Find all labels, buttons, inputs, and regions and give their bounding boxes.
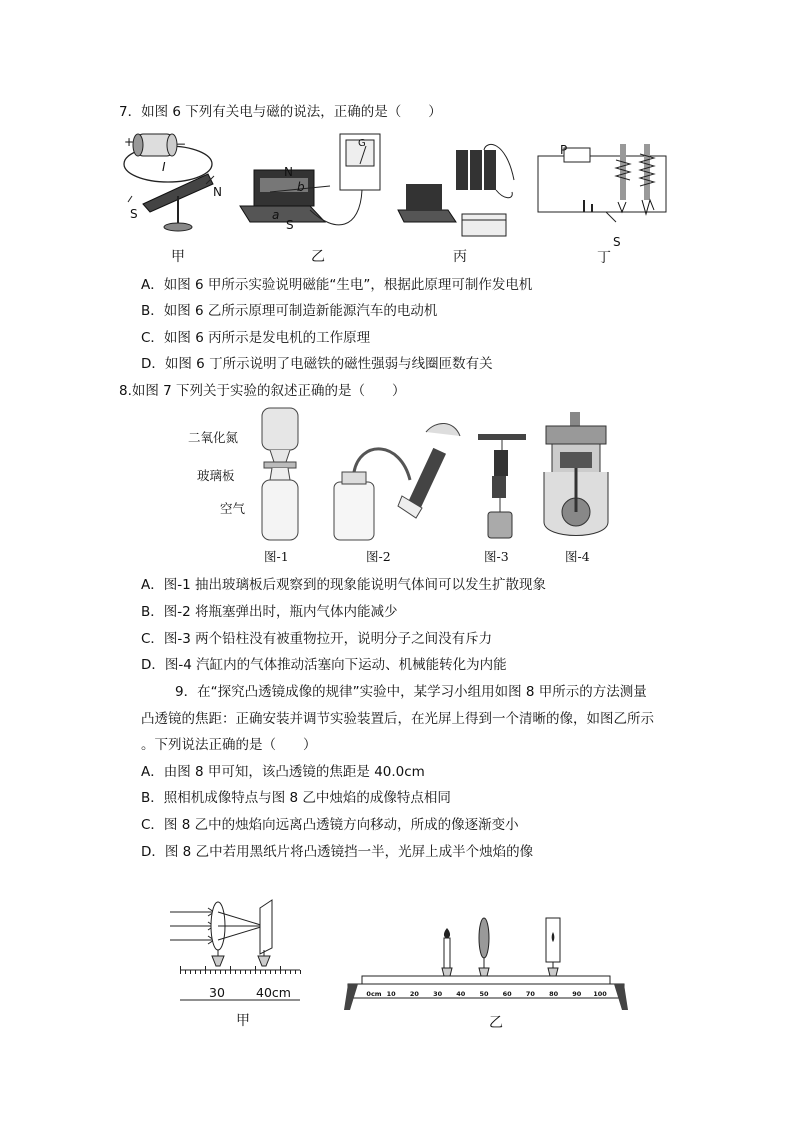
fig6-yi-south: S: [286, 218, 294, 232]
ruler-tick: [245, 970, 246, 974]
bench-scale-label: 100: [593, 990, 607, 998]
ruler-tick: [240, 970, 241, 974]
fig6-yi-b: b: [297, 180, 305, 194]
ruler-tick: [210, 970, 211, 974]
fig7-3-caption: 图-3: [484, 549, 509, 564]
fig8-yi-caption: 乙: [489, 1015, 503, 1031]
fig6-jia-current-label: I: [162, 160, 166, 174]
bench-scale-label: 70: [525, 990, 535, 998]
ruler-tick: [185, 970, 186, 974]
fig7-4-illustration: [540, 412, 612, 544]
fig6-yi-galvanometer-g: G: [358, 138, 366, 149]
ruler-tick: [190, 970, 191, 974]
bench-scale-label: 80: [549, 990, 559, 998]
fig6-jia-plus: +: [124, 135, 135, 149]
ruler-tick: [260, 970, 261, 974]
ruler-tick: [285, 970, 286, 974]
q7-option-d: D．如图 6 丁所示说明了电磁铁的磁性强弱与线圈匝数有关: [141, 356, 493, 372]
bench-scale-label: 0cm: [366, 990, 382, 998]
fig6-bing-illustration: [396, 140, 526, 246]
fig6-jia-north: N: [213, 185, 222, 199]
fig6-yi-caption: 乙: [311, 249, 325, 265]
ruler-tick: [295, 970, 296, 974]
q7-stem: 7．如图 6 下列有关电与磁的说法，正确的是（ ）: [119, 104, 442, 120]
ruler-tick: [250, 970, 251, 974]
ruler-tick: [280, 966, 281, 974]
fig6-ding-p: P: [560, 143, 568, 157]
ruler-tick: [195, 970, 196, 974]
ruler-tick: [200, 970, 201, 974]
fig6-jia-south: S: [130, 207, 138, 221]
ruler-tick: [225, 970, 226, 974]
fig7-4-caption: 图-4: [565, 549, 590, 564]
fig7-1-caption: 图-1: [264, 549, 289, 564]
ruler-tick: [235, 970, 236, 974]
ruler-tick: [270, 970, 271, 974]
fig8-jia-ruler-ticks: [180, 966, 300, 974]
fig6-yi-north: N: [284, 165, 293, 179]
ruler-tick: [265, 970, 266, 974]
fig7-1-illustration: [256, 406, 306, 546]
bench-scale-label: 20: [409, 990, 419, 998]
q9-stem-line1: 9．在“探究凸透镜成像的规律”实验中，某学习小组用如图 8 甲所示的方法测量: [175, 684, 647, 700]
ruler-tick: [255, 966, 256, 974]
fig6-ding-illustration: [536, 140, 670, 240]
fig7-2-illustration: [330, 420, 470, 544]
fig6-yi-illustration: [240, 134, 390, 242]
q9-option-c: C．图 8 乙中的烛焰向远离凸透镜方向移动，所成的像逐渐变小: [141, 817, 519, 833]
q9-option-b: B．照相机成像特点与图 8 乙中烛焰的成像特点相同: [141, 790, 451, 806]
q9-stem-line2: 凸透镜的焦距：正确安装并调节实验装置后，在光屏上得到一个清晰的像，如图乙所示: [141, 711, 654, 727]
ruler-tick: [290, 970, 291, 974]
bench-scale-label: 60: [502, 990, 512, 998]
fig6-jia-minus: −: [176, 137, 187, 151]
q8-option-d: D．图-4 汽缸内的气体推动活塞向下运动、机械能转化为内能: [141, 657, 507, 673]
fig6-bing-caption: 丙: [453, 249, 467, 265]
q9-stem-line3: 。下列说法正确的是（ ）: [141, 737, 317, 753]
ruler-tick: [205, 966, 206, 974]
ruler-tick: [275, 970, 276, 974]
fig7-2-caption: 图-2: [366, 549, 391, 564]
q8-stem: 8.如图 7 下列关于实验的叙述正确的是（ ）: [119, 383, 406, 399]
ruler-tick: [300, 970, 301, 974]
ruler-tick: [215, 970, 216, 974]
q8-option-c: C．图-3 两个铅柱没有被重物拉开，说明分子之间没有斥力: [141, 631, 493, 647]
q8-option-b: B．图-2 将瓶塞弹出时，瓶内气体内能减少: [141, 604, 398, 620]
fig7-1-label-no2: 二氧化氮: [188, 430, 239, 445]
q7-option-a: A．如图 6 甲所示实验说明磁能“生电”，根据此原理可制作发电机: [141, 277, 533, 293]
fig6-ding-caption: 丁: [597, 250, 611, 266]
bench-scale-label: 10: [386, 990, 396, 998]
fig8-jia-tick-40: 40cm: [256, 985, 291, 1000]
fig6-ding-switch: S: [613, 235, 621, 249]
ruler-tick: [180, 966, 181, 974]
fig7-3-illustration: [476, 432, 528, 544]
fig7-1-label-air: 空气: [220, 501, 246, 516]
fig6-yi-a: a: [272, 208, 280, 222]
bench-scale-label: 40: [456, 990, 466, 998]
fig8-yi-scale: [366, 990, 607, 1002]
bench-scale-label: 30: [433, 990, 443, 998]
fig8-jia-tick-30: 30: [209, 985, 225, 1000]
q9-option-d: D．图 8 乙中若用黑纸片将凸透镜挡一半，光屏上成半个烛焰的像: [141, 844, 534, 860]
fig7-1-label-glass: 玻璃板: [197, 468, 235, 483]
q7-option-b: B．如图 6 乙所示原理可制造新能源汽车的电动机: [141, 303, 438, 319]
q8-option-a: A．图-1 抽出玻璃板后观察到的现象能说明气体间可以发生扩散现象: [141, 577, 546, 593]
bench-scale-label: 90: [572, 990, 582, 998]
ruler-tick: [230, 966, 231, 974]
q7-option-c: C．如图 6 丙所示是发电机的工作原理: [141, 330, 371, 346]
q9-option-a: A．由图 8 甲可知，该凸透镜的焦距是 40.0cm: [141, 764, 425, 780]
bench-scale-label: 50: [479, 990, 489, 998]
fig8-jia-caption: 甲: [236, 1013, 250, 1029]
ruler-tick: [220, 970, 221, 974]
fig6-jia-caption: 甲: [171, 249, 185, 265]
